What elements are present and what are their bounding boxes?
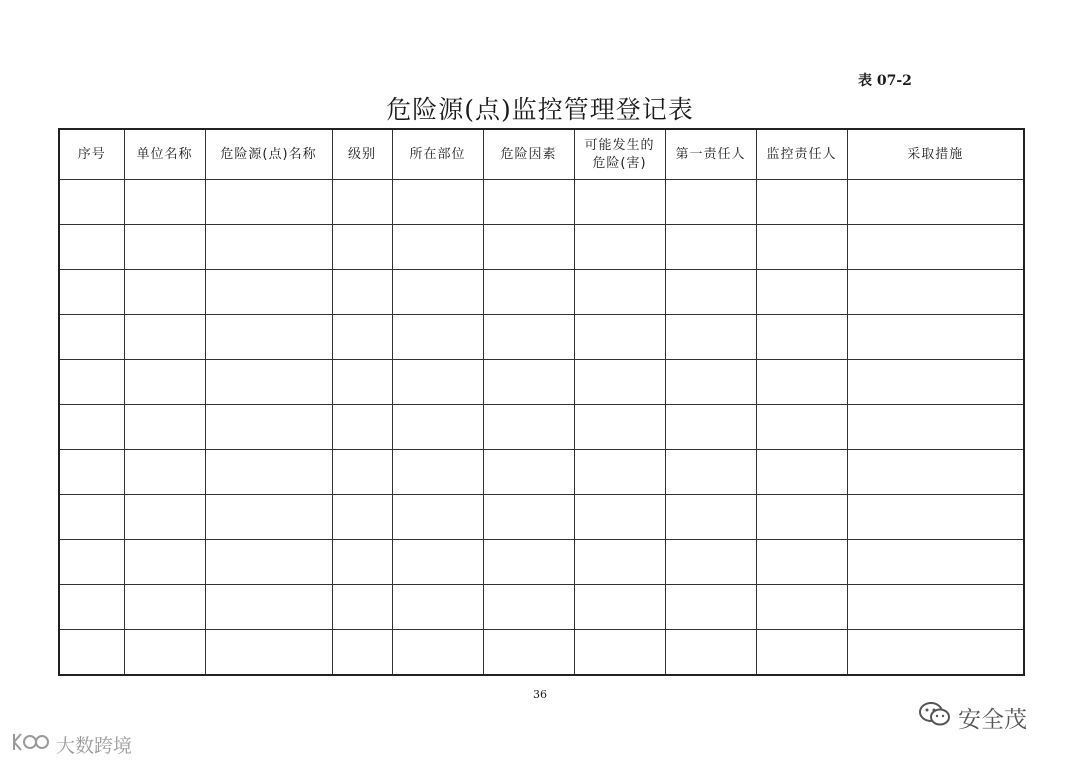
table-cell-factor[interactable] xyxy=(483,180,574,225)
table-cell-source[interactable] xyxy=(205,630,332,676)
table-cell-unit[interactable] xyxy=(124,585,205,630)
table-cell-seq[interactable] xyxy=(59,450,124,495)
table-cell-seq[interactable] xyxy=(59,315,124,360)
table-cell-measures[interactable] xyxy=(847,540,1024,585)
table-cell-first[interactable] xyxy=(665,495,756,540)
watermark-left xyxy=(10,730,132,759)
table-cell-seq[interactable] xyxy=(59,540,124,585)
form-code: 表 07-2 xyxy=(858,73,912,89)
table-cell-location[interactable] xyxy=(392,450,483,495)
table-cell-first[interactable] xyxy=(665,405,756,450)
watermark-right-text: 安全茂 xyxy=(958,706,1027,733)
table-cell-measures[interactable] xyxy=(847,180,1024,225)
table-cell-factor[interactable] xyxy=(483,495,574,540)
table-cell-measures[interactable] xyxy=(847,225,1024,270)
table-row xyxy=(59,540,1024,585)
table-cell-measures[interactable] xyxy=(847,495,1024,540)
table-cell-level[interactable] xyxy=(332,225,392,270)
table-row xyxy=(59,405,1024,450)
table-cell-measures[interactable] xyxy=(847,315,1024,360)
table-cell-hazard[interactable] xyxy=(574,360,665,405)
table-cell-hazard[interactable] xyxy=(574,450,665,495)
table-cell-factor[interactable] xyxy=(483,450,574,495)
table-cell-source[interactable] xyxy=(205,405,332,450)
table-cell-measures[interactable] xyxy=(847,585,1024,630)
column-header-level: 级别 xyxy=(332,129,392,180)
table-cell-hazard[interactable] xyxy=(574,495,665,540)
table-cell-measures[interactable] xyxy=(847,270,1024,315)
table-cell-unit[interactable] xyxy=(124,450,205,495)
table-cell-source[interactable] xyxy=(205,495,332,540)
table-cell-unit[interactable] xyxy=(124,315,205,360)
table-cell-level[interactable] xyxy=(332,315,392,360)
watermark-right xyxy=(918,700,1027,734)
table-cell-unit[interactable] xyxy=(124,180,205,225)
table-cell-first[interactable] xyxy=(665,225,756,270)
table-cell-source[interactable] xyxy=(205,270,332,315)
table-row xyxy=(59,630,1024,676)
table-cell-level[interactable] xyxy=(332,585,392,630)
table-cell-level[interactable] xyxy=(332,450,392,495)
table-cell-factor[interactable] xyxy=(483,270,574,315)
table-row xyxy=(59,585,1024,630)
table-cell-monitor[interactable] xyxy=(756,225,847,270)
table-cell-first[interactable] xyxy=(665,270,756,315)
register-table xyxy=(58,128,1025,676)
brand-logo-icon xyxy=(10,730,50,759)
table-cell-level[interactable] xyxy=(332,540,392,585)
table-cell-hazard[interactable] xyxy=(574,315,665,360)
table-row xyxy=(59,270,1024,315)
table-cell-first[interactable] xyxy=(665,540,756,585)
table-cell-factor[interactable] xyxy=(483,360,574,405)
table-cell-source[interactable] xyxy=(205,315,332,360)
table-cell-source[interactable] xyxy=(205,180,332,225)
column-header-unit: 单位名称 xyxy=(124,129,205,180)
table-cell-monitor[interactable] xyxy=(756,315,847,360)
column-header-factor: 危险因素 xyxy=(483,129,574,180)
table-row xyxy=(59,225,1024,270)
table-cell-location[interactable] xyxy=(392,495,483,540)
table-cell-seq[interactable] xyxy=(59,225,124,270)
table-cell-factor[interactable] xyxy=(483,585,574,630)
table-cell-level[interactable] xyxy=(332,180,392,225)
watermark-left-text: 大数跨境 xyxy=(56,735,133,757)
table-cell-factor[interactable] xyxy=(483,405,574,450)
table-cell-first[interactable] xyxy=(665,630,756,676)
table-cell-first[interactable] xyxy=(665,450,756,495)
table-cell-seq[interactable] xyxy=(59,270,124,315)
column-header-hazard-line2: 危险(害) xyxy=(592,155,647,171)
table-cell-hazard[interactable] xyxy=(574,180,665,225)
table-cell-hazard[interactable] xyxy=(574,630,665,676)
column-header-monitor-responsible: 监控责任人 xyxy=(756,129,847,180)
column-header-source: 危险源(点)名称 xyxy=(205,129,332,180)
table-cell-unit[interactable] xyxy=(124,270,205,315)
wechat-icon xyxy=(918,700,952,734)
table-cell-seq[interactable] xyxy=(59,495,124,540)
table-cell-source[interactable] xyxy=(205,450,332,495)
table-cell-seq[interactable] xyxy=(59,180,124,225)
table-cell-monitor[interactable] xyxy=(756,540,847,585)
table-cell-level[interactable] xyxy=(332,405,392,450)
column-header-seq: 序号 xyxy=(59,129,124,180)
table-cell-unit[interactable] xyxy=(124,630,205,676)
table-cell-first[interactable] xyxy=(665,585,756,630)
table-cell-seq[interactable] xyxy=(59,360,124,405)
table-row xyxy=(59,450,1024,495)
table-cell-monitor[interactable] xyxy=(756,360,847,405)
table-cell-source[interactable] xyxy=(205,585,332,630)
table-cell-unit[interactable] xyxy=(124,405,205,450)
table-cell-location[interactable] xyxy=(392,225,483,270)
column-header-hazard-line1: 可能发生的 xyxy=(584,137,655,153)
table-cell-source[interactable] xyxy=(205,225,332,270)
table-cell-monitor[interactable] xyxy=(756,270,847,315)
table-cell-factor[interactable] xyxy=(483,540,574,585)
table-cell-location[interactable] xyxy=(392,405,483,450)
table-cell-monitor[interactable] xyxy=(756,585,847,630)
table-cell-unit[interactable] xyxy=(124,360,205,405)
table-cell-measures[interactable] xyxy=(847,630,1024,676)
table-cell-monitor[interactable] xyxy=(756,630,847,676)
table-cell-measures[interactable] xyxy=(847,450,1024,495)
table-cell-hazard[interactable] xyxy=(574,585,665,630)
table-cell-seq[interactable] xyxy=(59,630,124,676)
table-cell-monitor[interactable] xyxy=(756,495,847,540)
table-cell-location[interactable] xyxy=(392,360,483,405)
table-cell-location[interactable] xyxy=(392,315,483,360)
table-cell-unit[interactable] xyxy=(124,225,205,270)
table-cell-location[interactable] xyxy=(392,180,483,225)
table-cell-hazard[interactable] xyxy=(574,270,665,315)
table-row xyxy=(59,495,1024,540)
table-cell-monitor[interactable] xyxy=(756,450,847,495)
column-header-measures: 采取措施 xyxy=(847,129,1024,180)
table-cell-seq[interactable] xyxy=(59,405,124,450)
table-cell-location[interactable] xyxy=(392,585,483,630)
table-cell-measures[interactable] xyxy=(847,405,1024,450)
table-cell-first[interactable] xyxy=(665,180,756,225)
table-cell-source[interactable] xyxy=(205,540,332,585)
table-cell-factor[interactable] xyxy=(483,315,574,360)
table-header-row xyxy=(59,129,1024,180)
table-cell-monitor[interactable] xyxy=(756,180,847,225)
table-cell-hazard[interactable] xyxy=(574,225,665,270)
table-cell-unit[interactable] xyxy=(124,540,205,585)
table-cell-hazard[interactable] xyxy=(574,405,665,450)
table-cell-location[interactable] xyxy=(392,540,483,585)
table-cell-source[interactable] xyxy=(205,360,332,405)
table-cell-factor[interactable] xyxy=(483,225,574,270)
column-header-hazard xyxy=(574,129,665,180)
column-header-location: 所在部位 xyxy=(392,129,483,180)
table-row xyxy=(59,360,1024,405)
table-cell-unit[interactable] xyxy=(124,495,205,540)
column-header-first-responsible: 第一责任人 xyxy=(665,129,756,180)
table-cell-seq[interactable] xyxy=(59,585,124,630)
table-cell-level[interactable] xyxy=(332,360,392,405)
table-cell-location[interactable] xyxy=(392,630,483,676)
table-cell-first[interactable] xyxy=(665,360,756,405)
table-cell-factor[interactable] xyxy=(483,630,574,676)
table-cell-level[interactable] xyxy=(332,630,392,676)
page-title: 危险源(点)监控管理登记表 xyxy=(386,95,694,124)
table-cell-measures[interactable] xyxy=(847,360,1024,405)
table-cell-monitor[interactable] xyxy=(756,405,847,450)
table-cell-level[interactable] xyxy=(332,270,392,315)
page-number: 36 xyxy=(533,688,547,701)
table-cell-location[interactable] xyxy=(392,270,483,315)
table-cell-level[interactable] xyxy=(332,495,392,540)
table-body xyxy=(59,180,1024,676)
table-cell-first[interactable] xyxy=(665,315,756,360)
table-row xyxy=(59,315,1024,360)
table-cell-hazard[interactable] xyxy=(574,540,665,585)
table-row xyxy=(59,180,1024,225)
